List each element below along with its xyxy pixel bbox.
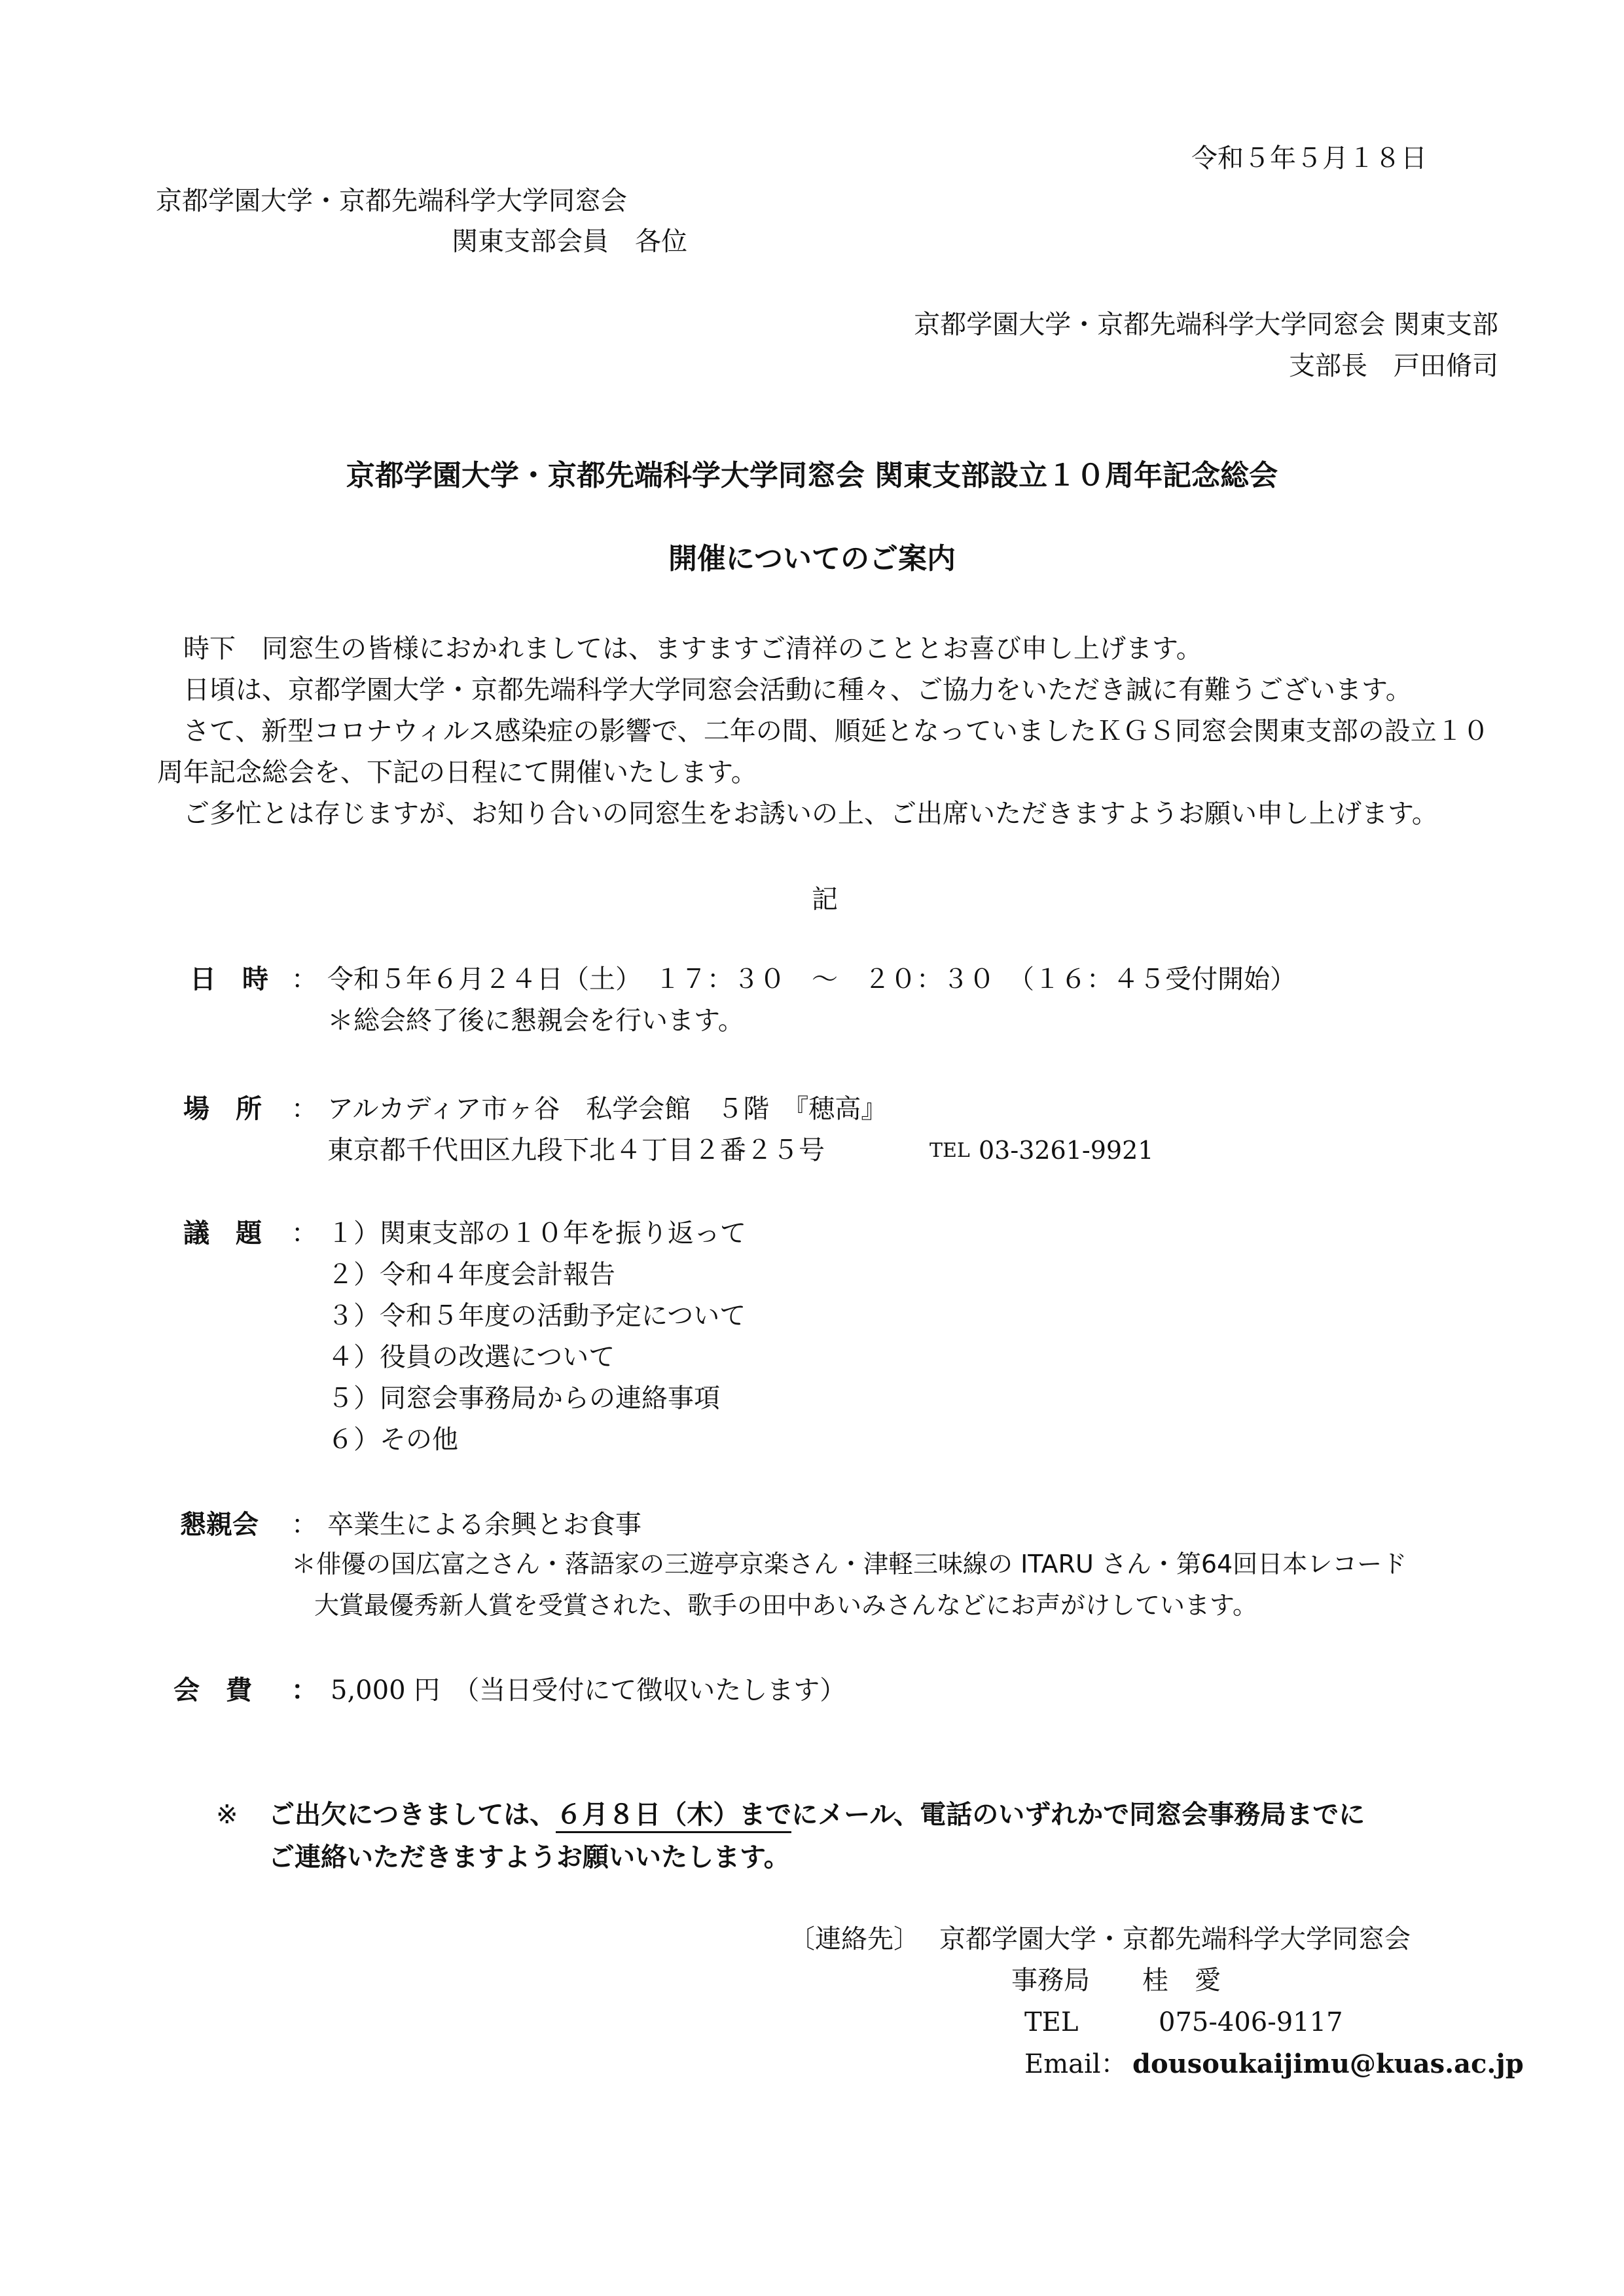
agenda-item: ３）令和５年度の活動予定について (327, 1301, 746, 1331)
recipient-org: 京都学園大学・京都先端科学大学同窓会 (156, 186, 627, 216)
ki-heading: 記 (812, 884, 838, 915)
party-note-1: ＊俳優の国広富之さん・落語家の三遊亭京楽さん・津軽三味線の ITARU さん・第64回日本レコード (291, 1550, 1407, 1578)
sender-name: 支部長 戸田脩司 (1289, 351, 1498, 381)
datetime-label: 日 時 (190, 964, 268, 994)
body-paragraph-4: ご多忙とは存じますが、お知り合いの同窓生をお誘いの上、ご出席いただきますようお願い申し上げます。 (183, 799, 1438, 829)
notice-deadline: ６月８日（木）まで (556, 1800, 791, 1833)
place-tel-label: TEL (929, 1139, 970, 1162)
datetime-note: ＊総会終了後に懇親会を行います。 (327, 1006, 744, 1036)
agenda-item: ４）役員の改選について (327, 1342, 615, 1372)
title-line-2: 開催についてのご案内 (668, 542, 956, 575)
body-paragraph-2: 日頃は、京都学園大学・京都先端科学大学同窓会活動に種々、ご協力をいただき誠に有難うございます。 (183, 675, 1412, 705)
agenda-item: ６）その他 (327, 1425, 458, 1455)
contact-email[interactable]: dousoukaijimu@kuas.ac.jp (1132, 2049, 1524, 2079)
place-tel: 03-3261-9921 (979, 1136, 1154, 1165)
agenda-colon: ： (291, 1218, 317, 1248)
notice-before: ご出欠につきましては、 (268, 1800, 556, 1830)
notice-after: にメール、電話のいずれかで同窓会事務局までに (791, 1800, 1365, 1830)
place-label: 場 所 (183, 1093, 262, 1124)
agenda-item: ２）令和４年度会計報告 (327, 1260, 615, 1290)
notice-line-2: ご連絡いただきますようお願いいたします。 (268, 1842, 790, 1872)
notice-mark: ※ (216, 1800, 238, 1830)
contact-tel: 075-406-9117 (1159, 2007, 1343, 2037)
document-date: 令和５年５月１８日 (1191, 143, 1427, 173)
party-value: 卒業生による余興とお食事 (327, 1510, 641, 1540)
contact-office: 事務局 桂 愛 (1011, 1965, 1221, 1995)
datetime-colon: ： (291, 964, 317, 994)
title-line-1: 京都学園大学・京都先端科学大学同窓会 関東支部設立１０周年記念総会 (346, 459, 1278, 492)
party-label: 懇親会 (180, 1510, 259, 1540)
notice-line-1 (268, 1799, 1365, 1831)
place-value: アルカディア市ヶ谷 私学会館 ５階 『穂高』 (327, 1094, 888, 1124)
agenda-item: ５）同窓会事務局からの連絡事項 (327, 1383, 720, 1413)
agenda-item: １）関東支部の１０年を振り返って (327, 1218, 746, 1248)
agenda-label: 議 題 (183, 1218, 262, 1248)
contact-email-label: Email： (1024, 2049, 1127, 2079)
place-address: 東京都千代田区九段下北４丁目２番２５号 (327, 1135, 825, 1165)
datetime-value: 令和５年６月２４日（土） １７：３０ ～ ２０：３０ （１６：４５受付開始） (327, 964, 1296, 994)
party-colon: ： (291, 1510, 317, 1540)
sender-org: 京都学園大学・京都先端科学大学同窓会 関東支部 (914, 310, 1498, 340)
fee-value: 5,000 円 （当日受付にて徴収いたします） (331, 1675, 846, 1705)
party-note-2: 大賞最優秀新人賞を受賞された、歌手の田中あいみさんなどにお声がけしています。 (314, 1591, 1257, 1620)
contact-tel-label: TEL (1024, 2007, 1079, 2037)
place-colon: ： (291, 1094, 317, 1124)
recipient-members: 関東支部会員 各位 (452, 227, 687, 257)
body-paragraph-1: 時下 同窓生の皆様におかれましては、ますますご清祥のこととお喜び申し上げます。 (183, 634, 1202, 664)
fee-label: 会 費 (173, 1675, 252, 1705)
contact-org: 京都学園大学・京都先端科学大学同窓会 (939, 1924, 1411, 1954)
fee-colon: ： (291, 1675, 317, 1705)
body-paragraph-3: さて、新型コロナウィルス感染症の影響で、二年の間、順延となっていましたＫＧＳ同窓会関東支部の設立１０周年記念総会を、下記の日程にて開催いたします。 (157, 716, 1489, 788)
contact-label: 〔連絡先〕 (789, 1924, 920, 1954)
